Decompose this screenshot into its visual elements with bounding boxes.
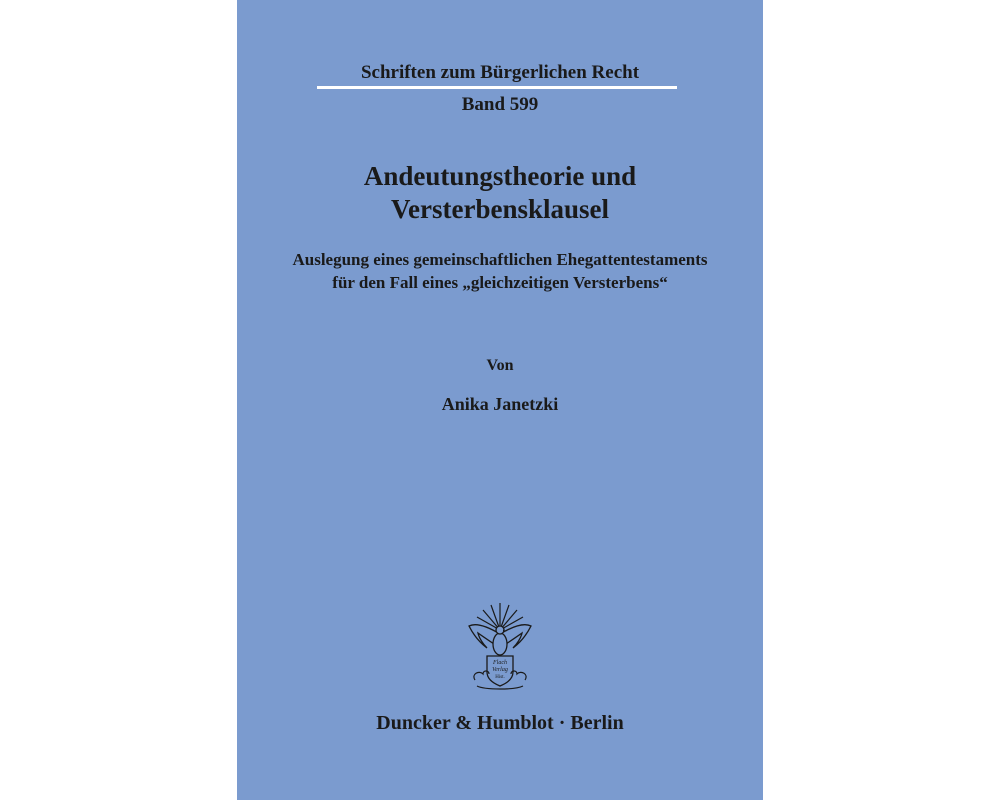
volume-number: Band 599 xyxy=(461,94,539,115)
title-line: Versterbensklausel xyxy=(390,194,609,224)
author-name: Anika Janetzki xyxy=(441,394,559,414)
book-subtitle xyxy=(257,248,743,294)
subtitle-line: Auslegung eines gemeinschaftlichen Ehegattentestaments xyxy=(292,250,708,269)
publisher-eagle-logo-icon xyxy=(465,600,535,692)
divider-rule xyxy=(317,86,677,89)
logo-text-line: Verlag xyxy=(492,667,508,673)
book-cover xyxy=(237,0,763,800)
book-title xyxy=(237,160,763,226)
subtitle-line: für den Fall eines „gleichzeitigen Versterbens“ xyxy=(332,273,668,292)
publisher-imprint: Duncker & Humblot · Berlin xyxy=(376,712,624,734)
series-title: Schriften zum Bürgerlichen Recht xyxy=(360,62,640,83)
title-line: Andeutungstheorie und xyxy=(363,161,637,191)
logo-text-line: Flach xyxy=(493,660,507,666)
logo-text-line: Hist. xyxy=(495,675,505,680)
by-label: Von xyxy=(486,357,514,374)
